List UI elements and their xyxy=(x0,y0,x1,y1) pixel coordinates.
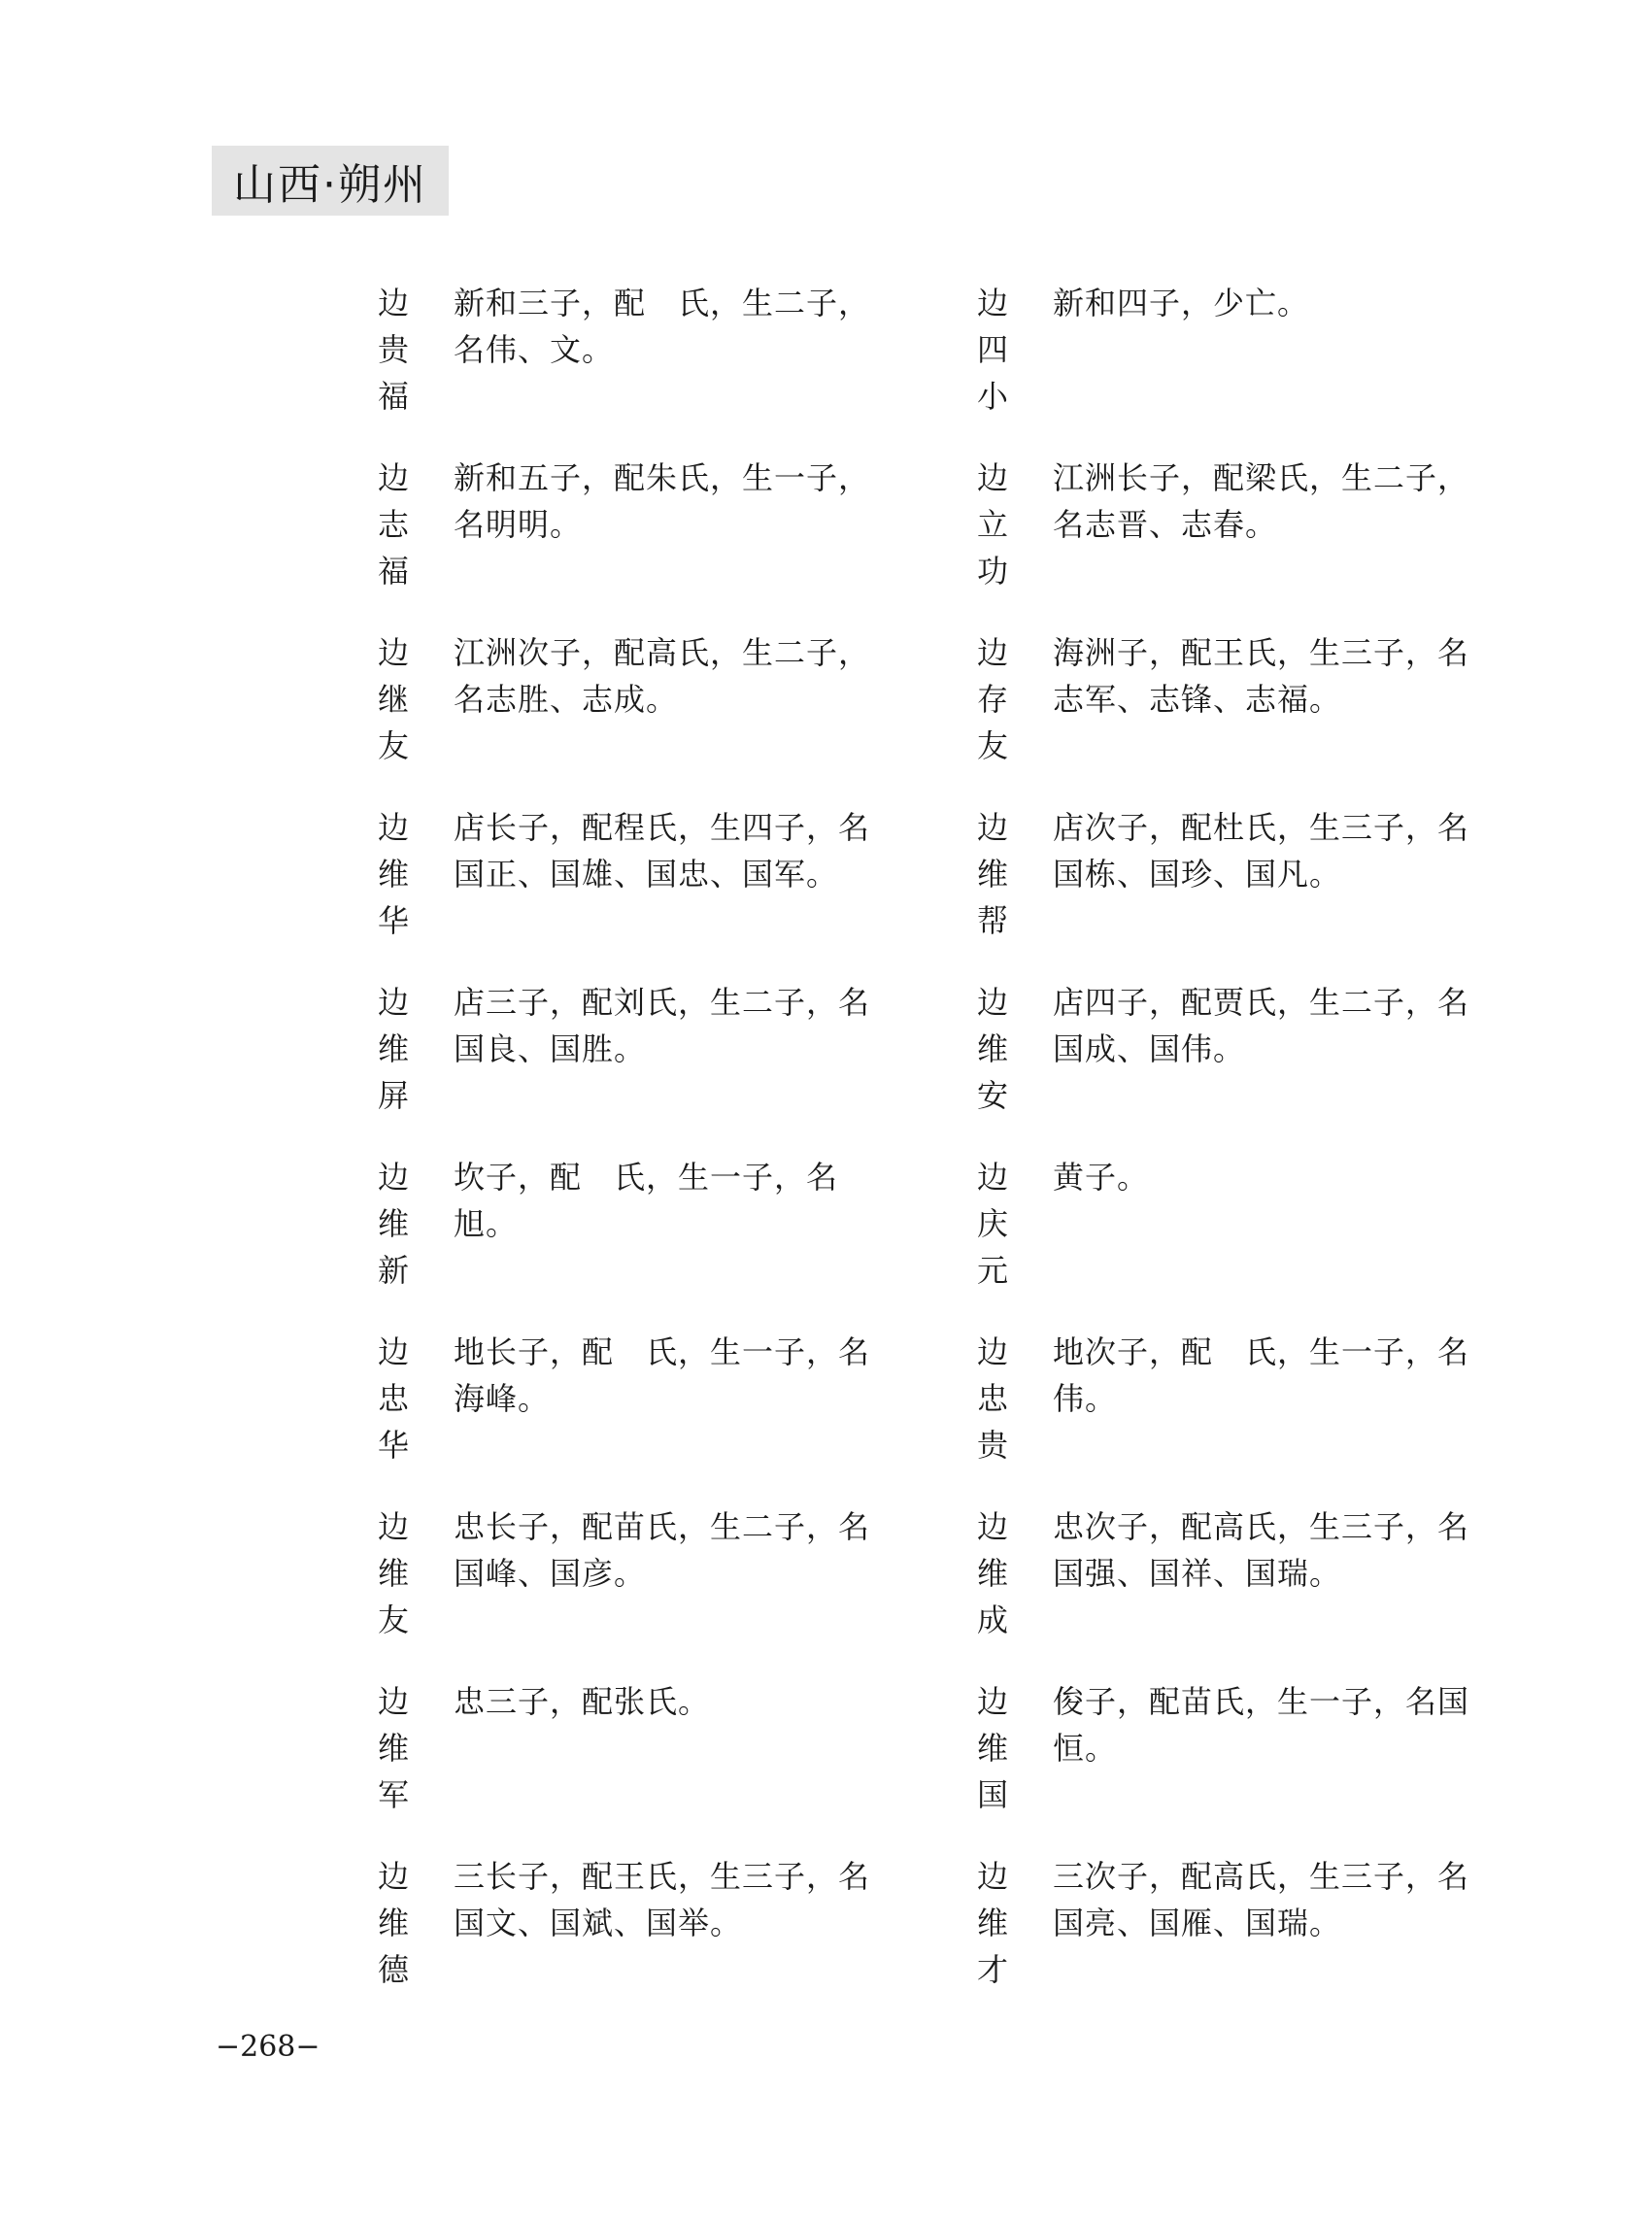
person-description: 江洲长子，配梁氏，生二子，名志晋、志春。 xyxy=(1053,459,1470,543)
genealogy-entry xyxy=(973,1329,1480,1468)
genealogy-entry xyxy=(374,979,881,1119)
genealogy-entry xyxy=(374,455,881,594)
genealogy-entry xyxy=(973,804,1480,944)
genealogy-entry xyxy=(973,1154,1480,1294)
person-name: 边 贵 福 xyxy=(377,285,409,415)
person-description: 新和三子，配 氏，生二子，名伟、文。 xyxy=(454,285,871,368)
genealogy-entry xyxy=(973,979,1480,1119)
entry-row xyxy=(0,804,1652,979)
person-name: 边 维 成 xyxy=(976,1508,1008,1638)
page-number: −268− xyxy=(216,2030,320,2064)
person-name: 边 立 功 xyxy=(976,459,1008,590)
person-description: 地次子，配 氏，生一子，名伟。 xyxy=(1053,1333,1470,1417)
genealogy-entry xyxy=(973,1678,1480,1818)
person-name: 边 四 小 xyxy=(976,285,1008,415)
person-name: 边 维 德 xyxy=(377,1858,409,1988)
person-name: 边 维 新 xyxy=(377,1159,409,1289)
person-name: 边 忠 华 xyxy=(377,1333,409,1464)
person-description: 地长子，配 氏，生一子，名海峰。 xyxy=(454,1333,871,1417)
genealogy-entry xyxy=(374,280,881,420)
genealogy-entry xyxy=(374,1329,881,1468)
genealogy-entry xyxy=(374,1154,881,1294)
person-name: 边 维 才 xyxy=(976,1858,1008,1988)
person-description: 忠次子，配高氏，生三子，名国强、国祥、国瑞。 xyxy=(1053,1508,1470,1592)
person-name: 边 继 友 xyxy=(377,634,409,764)
genealogy-entry xyxy=(973,1853,1480,1993)
person-name: 边 维 安 xyxy=(976,984,1008,1114)
person-description: 新和四子，少亡。 xyxy=(1053,285,1310,321)
person-description: 坎子，配 氏，生一子，名旭。 xyxy=(454,1159,839,1242)
genealogy-entry xyxy=(973,455,1480,594)
section-header xyxy=(212,146,449,216)
person-name: 边 维 屏 xyxy=(377,984,409,1114)
person-name: 边 忠 贵 xyxy=(976,1333,1008,1464)
entry-row xyxy=(0,280,1652,455)
person-description: 海洲子，配王氏，生三子，名志军、志锋、志福。 xyxy=(1053,634,1470,718)
person-description: 忠长子，配苗氏，生二子，名国峰、国彦。 xyxy=(454,1508,871,1592)
person-description: 店四子，配贾氏，生二子，名国成、国伟。 xyxy=(1053,984,1470,1067)
person-name: 边 志 福 xyxy=(377,459,409,590)
person-description: 俊子，配苗氏，生一子，名国恒。 xyxy=(1053,1683,1470,1767)
genealogy-entry xyxy=(374,1853,881,1993)
person-name: 边 维 国 xyxy=(976,1683,1008,1813)
person-description: 忠三子，配张氏。 xyxy=(454,1683,711,1720)
genealogy-entry xyxy=(374,1678,881,1818)
genealogy-entry xyxy=(374,1503,881,1643)
person-description: 店次子，配杜氏，生三子，名国栋、国珍、国凡。 xyxy=(1053,809,1470,893)
entry-row xyxy=(0,455,1652,629)
entry-row xyxy=(0,979,1652,1154)
person-name: 边 维 军 xyxy=(377,1683,409,1813)
entry-row xyxy=(0,1329,1652,1503)
genealogy-entries xyxy=(0,280,1652,2028)
genealogy-entry xyxy=(374,629,881,769)
entry-row xyxy=(0,1503,1652,1678)
genealogy-entry xyxy=(973,1503,1480,1643)
person-description: 三长子，配王氏，生三子，名国文、国斌、国举。 xyxy=(454,1858,871,1941)
genealogy-entry xyxy=(973,629,1480,769)
entry-row xyxy=(0,1853,1652,2028)
person-description: 黄子。 xyxy=(1053,1159,1150,1196)
person-name: 边 维 友 xyxy=(377,1508,409,1638)
person-name: 边 维 帮 xyxy=(976,809,1008,939)
genealogy-entry xyxy=(374,804,881,944)
person-name: 边 存 友 xyxy=(976,634,1008,764)
entry-row xyxy=(0,1154,1652,1329)
section-title: 山西·朔州 xyxy=(233,160,427,210)
person-description: 店三子，配刘氏，生二子，名国良、国胜。 xyxy=(454,984,871,1067)
person-name: 边 维 华 xyxy=(377,809,409,939)
person-description: 三次子，配高氏，生三子，名国亮、国雁、国瑞。 xyxy=(1053,1858,1470,1941)
person-description: 江洲次子，配高氏，生二子，名志胜、志成。 xyxy=(454,634,871,718)
person-description: 店长子，配程氏，生四子，名国正、国雄、国忠、国军。 xyxy=(454,809,871,893)
genealogy-entry xyxy=(973,280,1480,420)
entry-row xyxy=(0,629,1652,804)
person-description: 新和五子，配朱氏，生一子，名明明。 xyxy=(454,459,871,543)
person-name: 边 庆 元 xyxy=(976,1159,1008,1289)
entry-row xyxy=(0,1678,1652,1853)
